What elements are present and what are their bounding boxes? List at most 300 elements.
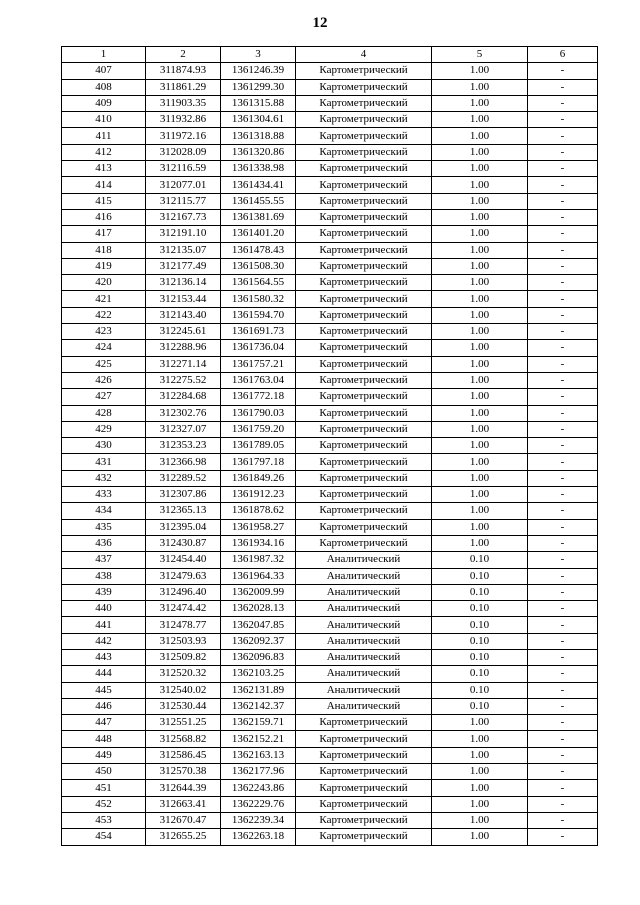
table-row — [62, 503, 598, 519]
table-cell: 433 — [62, 487, 146, 503]
table-cell: - — [528, 584, 598, 600]
table-cell: - — [528, 340, 598, 356]
table-cell: 450 — [62, 764, 146, 780]
table-cell: Аналитический — [296, 568, 432, 584]
table-cell: 420 — [62, 275, 146, 291]
table-cell: Картометрический — [296, 454, 432, 470]
table-row — [62, 715, 598, 731]
table-cell: - — [528, 242, 598, 258]
table-cell: 1.00 — [432, 519, 528, 535]
table-cell: - — [528, 796, 598, 812]
table-cell: 311874.93 — [146, 63, 221, 79]
table-row — [62, 324, 598, 340]
table-cell: 431 — [62, 454, 146, 470]
table-cell: - — [528, 275, 598, 291]
table-cell: 428 — [62, 405, 146, 421]
table-cell: 1361594.70 — [221, 307, 296, 323]
table-row — [62, 144, 598, 160]
table-cell: 311903.35 — [146, 95, 221, 111]
table-row — [62, 226, 598, 242]
table-cell: 414 — [62, 177, 146, 193]
table-row — [62, 291, 598, 307]
table-cell: 1361736.04 — [221, 340, 296, 356]
table-cell: 0.10 — [432, 617, 528, 633]
table-cell: Аналитический — [296, 584, 432, 600]
table-cell: 410 — [62, 112, 146, 128]
table-cell: 1.00 — [432, 715, 528, 731]
table-row — [62, 95, 598, 111]
table-cell: Картометрический — [296, 275, 432, 291]
table-row — [62, 812, 598, 828]
table-cell: 1.00 — [432, 242, 528, 258]
table-cell: Картометрический — [296, 421, 432, 437]
table-cell: - — [528, 503, 598, 519]
table-cell: 1362263.18 — [221, 829, 296, 845]
coordinates-table — [61, 46, 598, 846]
table-cell: 312670.47 — [146, 812, 221, 828]
table-cell: 312509.82 — [146, 649, 221, 665]
table-cell: - — [528, 731, 598, 747]
table-cell: 425 — [62, 356, 146, 372]
table-row — [62, 584, 598, 600]
table-cell: 312655.25 — [146, 829, 221, 845]
table-cell: 412 — [62, 144, 146, 160]
table-cell: 312663.41 — [146, 796, 221, 812]
table-row — [62, 242, 598, 258]
table-cell: 1.00 — [432, 177, 528, 193]
table-row — [62, 487, 598, 503]
table-row — [62, 682, 598, 698]
table-cell: 312077.01 — [146, 177, 221, 193]
table-cell: - — [528, 307, 598, 323]
table-cell: Картометрический — [296, 112, 432, 128]
table-cell: 312478.77 — [146, 617, 221, 633]
table-cell: Картометрический — [296, 324, 432, 340]
table-cell: 443 — [62, 649, 146, 665]
table-cell: 453 — [62, 812, 146, 828]
table-cell: 312568.82 — [146, 731, 221, 747]
table-cell: 312177.49 — [146, 258, 221, 274]
table-cell: 1361691.73 — [221, 324, 296, 340]
table-cell: 0.10 — [432, 601, 528, 617]
table-row — [62, 568, 598, 584]
table-row — [62, 438, 598, 454]
table-row — [62, 193, 598, 209]
table-cell: 312136.14 — [146, 275, 221, 291]
table-cell: 1.00 — [432, 324, 528, 340]
table-row — [62, 470, 598, 486]
table-cell: Картометрический — [296, 503, 432, 519]
table-cell: Картометрический — [296, 356, 432, 372]
table-cell: 1361246.39 — [221, 63, 296, 79]
table-cell: Картометрический — [296, 438, 432, 454]
table-cell: - — [528, 144, 598, 160]
table-cell: 1362096.83 — [221, 649, 296, 665]
table-cell: 1362239.34 — [221, 812, 296, 828]
table-cell: 432 — [62, 470, 146, 486]
table-cell: 0.10 — [432, 633, 528, 649]
table-cell: 1361757.21 — [221, 356, 296, 372]
table-cell: 1.00 — [432, 372, 528, 388]
table-cell: - — [528, 454, 598, 470]
table-cell: 1361381.69 — [221, 209, 296, 225]
table-row — [62, 829, 598, 845]
table-cell: 1.00 — [432, 291, 528, 307]
table-cell: 1362028.13 — [221, 601, 296, 617]
table-cell: 1361878.62 — [221, 503, 296, 519]
table-row — [62, 63, 598, 79]
table-cell: 0.10 — [432, 568, 528, 584]
table-cell: - — [528, 389, 598, 405]
table-cell: - — [528, 666, 598, 682]
table-cell: - — [528, 649, 598, 665]
table-cell: 447 — [62, 715, 146, 731]
table-row — [62, 340, 598, 356]
table-cell: Картометрический — [296, 519, 432, 535]
table-cell: 440 — [62, 601, 146, 617]
table-cell: 1.00 — [432, 226, 528, 242]
table-row — [62, 617, 598, 633]
table-cell: 436 — [62, 535, 146, 551]
table-cell: - — [528, 372, 598, 388]
table-cell: Картометрический — [296, 829, 432, 845]
table-cell: 0.10 — [432, 666, 528, 682]
page-number: 12 — [312, 15, 328, 31]
table-cell: 419 — [62, 258, 146, 274]
table-cell: Картометрический — [296, 177, 432, 193]
table-cell: - — [528, 617, 598, 633]
table-cell: Картометрический — [296, 747, 432, 763]
table-row — [62, 356, 598, 372]
table-cell: 411 — [62, 128, 146, 144]
table-row — [62, 666, 598, 682]
table-cell: 1361772.18 — [221, 389, 296, 405]
table-cell: 1.00 — [432, 389, 528, 405]
table-cell: 312365.13 — [146, 503, 221, 519]
table-cell: 435 — [62, 519, 146, 535]
table-cell: 1361401.20 — [221, 226, 296, 242]
table-cell: - — [528, 682, 598, 698]
table-cell: 1362177.96 — [221, 764, 296, 780]
column-header: 5 — [432, 47, 528, 63]
table-cell: - — [528, 95, 598, 111]
table-cell: 1.00 — [432, 780, 528, 796]
table-cell: 1361304.61 — [221, 112, 296, 128]
table-cell: 1.00 — [432, 487, 528, 503]
table-cell: 1361789.05 — [221, 438, 296, 454]
table-cell: - — [528, 633, 598, 649]
table-cell: Картометрический — [296, 764, 432, 780]
table-cell: 1.00 — [432, 356, 528, 372]
table-cell: 1362047.85 — [221, 617, 296, 633]
table-cell: - — [528, 438, 598, 454]
table-cell: 444 — [62, 666, 146, 682]
table-cell: 312116.59 — [146, 161, 221, 177]
table-row — [62, 633, 598, 649]
table-cell: - — [528, 519, 598, 535]
table-cell: 1361434.41 — [221, 177, 296, 193]
table-cell: 312530.44 — [146, 698, 221, 714]
table-cell: 1361455.55 — [221, 193, 296, 209]
table-cell: - — [528, 193, 598, 209]
table-cell: 1361315.88 — [221, 95, 296, 111]
table-row — [62, 780, 598, 796]
table-cell: Картометрический — [296, 405, 432, 421]
table-cell: 422 — [62, 307, 146, 323]
table-cell: Картометрический — [296, 307, 432, 323]
table-cell: 0.10 — [432, 649, 528, 665]
table-cell: 1.00 — [432, 421, 528, 437]
table-cell: - — [528, 79, 598, 95]
table-row — [62, 307, 598, 323]
table-cell: 311861.29 — [146, 79, 221, 95]
table-cell: Картометрический — [296, 470, 432, 486]
table-cell: 1361849.26 — [221, 470, 296, 486]
table-cell: Картометрический — [296, 780, 432, 796]
table-cell: Картометрический — [296, 242, 432, 258]
table-cell: 1.00 — [432, 764, 528, 780]
table-cell: 1.00 — [432, 193, 528, 209]
table-cell: - — [528, 112, 598, 128]
table-cell: - — [528, 421, 598, 437]
table-row — [62, 747, 598, 763]
table-row — [62, 454, 598, 470]
table-cell: 1361964.33 — [221, 568, 296, 584]
table-cell: 452 — [62, 796, 146, 812]
table-cell: Картометрический — [296, 796, 432, 812]
table-cell: - — [528, 568, 598, 584]
table-cell: Картометрический — [296, 95, 432, 111]
table-cell: 1.00 — [432, 63, 528, 79]
table-cell: Картометрический — [296, 193, 432, 209]
table-row — [62, 112, 598, 128]
table-row — [62, 177, 598, 193]
column-header: 2 — [146, 47, 221, 63]
table-cell: 312167.73 — [146, 209, 221, 225]
table-cell: 1362159.71 — [221, 715, 296, 731]
table-cell: 1361478.43 — [221, 242, 296, 258]
table-cell: 1.00 — [432, 144, 528, 160]
table-cell: 312289.52 — [146, 470, 221, 486]
table-cell: 1361987.32 — [221, 552, 296, 568]
table-cell: 312143.40 — [146, 307, 221, 323]
table-row — [62, 372, 598, 388]
table-cell: 1361797.18 — [221, 454, 296, 470]
table-row — [62, 209, 598, 225]
table-cell: Аналитический — [296, 682, 432, 698]
table-cell: Картометрический — [296, 291, 432, 307]
table-cell: Картометрический — [296, 128, 432, 144]
table-cell: 1362229.76 — [221, 796, 296, 812]
table-cell: - — [528, 291, 598, 307]
table-cell: Картометрический — [296, 340, 432, 356]
column-header: 3 — [221, 47, 296, 63]
table-cell: - — [528, 829, 598, 845]
table-cell: 1.00 — [432, 258, 528, 274]
table-cell: 1.00 — [432, 812, 528, 828]
table-cell: 312327.07 — [146, 421, 221, 437]
table-cell: 312454.40 — [146, 552, 221, 568]
table-cell: Аналитический — [296, 649, 432, 665]
table-cell: Картометрический — [296, 731, 432, 747]
table-cell: 445 — [62, 682, 146, 698]
table-cell: - — [528, 324, 598, 340]
table-cell: 0.10 — [432, 584, 528, 600]
table-cell: 1.00 — [432, 470, 528, 486]
table-cell: 312153.44 — [146, 291, 221, 307]
table-cell: - — [528, 780, 598, 796]
table-cell: 424 — [62, 340, 146, 356]
table-cell: 312275.52 — [146, 372, 221, 388]
table-cell: 416 — [62, 209, 146, 225]
table-cell: 418 — [62, 242, 146, 258]
table-cell: 409 — [62, 95, 146, 111]
table-cell: Аналитический — [296, 601, 432, 617]
table-cell: 312503.93 — [146, 633, 221, 649]
table-cell: 312586.45 — [146, 747, 221, 763]
table-cell: 1361318.88 — [221, 128, 296, 144]
table-cell: Аналитический — [296, 552, 432, 568]
table-cell: 438 — [62, 568, 146, 584]
table-cell: 434 — [62, 503, 146, 519]
table-row — [62, 128, 598, 144]
table-cell: 1361763.04 — [221, 372, 296, 388]
header-row — [62, 47, 598, 63]
table-cell: 426 — [62, 372, 146, 388]
table-cell: 448 — [62, 731, 146, 747]
table-cell: - — [528, 209, 598, 225]
table-cell: 1.00 — [432, 796, 528, 812]
table-cell: 451 — [62, 780, 146, 796]
table-cell: 437 — [62, 552, 146, 568]
table-cell: 1361934.16 — [221, 535, 296, 551]
table-cell: - — [528, 470, 598, 486]
table-cell: 1361564.55 — [221, 275, 296, 291]
table-cell: 1.00 — [432, 503, 528, 519]
table-body — [62, 63, 598, 845]
table-cell: Картометрический — [296, 372, 432, 388]
table-cell: 1.00 — [432, 340, 528, 356]
table-cell: - — [528, 535, 598, 551]
table-cell: 312302.76 — [146, 405, 221, 421]
table-cell: 1362163.13 — [221, 747, 296, 763]
table-cell: 312284.68 — [146, 389, 221, 405]
table-cell: 1362152.21 — [221, 731, 296, 747]
table-cell: 1.00 — [432, 112, 528, 128]
table-cell: 1.00 — [432, 829, 528, 845]
table-cell: 312474.42 — [146, 601, 221, 617]
table-cell: 1361759.20 — [221, 421, 296, 437]
table-cell: 1361299.30 — [221, 79, 296, 95]
table-cell: 312307.86 — [146, 487, 221, 503]
table-cell: Аналитический — [296, 698, 432, 714]
table-cell: 312570.38 — [146, 764, 221, 780]
table-cell: 1.00 — [432, 454, 528, 470]
table-cell: Картометрический — [296, 226, 432, 242]
table-cell: 1.00 — [432, 307, 528, 323]
table-cell: 311972.16 — [146, 128, 221, 144]
table-row — [62, 552, 598, 568]
table-cell: Картометрический — [296, 389, 432, 405]
table-cell: - — [528, 226, 598, 242]
table-cell: Картометрический — [296, 487, 432, 503]
table-row — [62, 421, 598, 437]
table-cell: 0.10 — [432, 682, 528, 698]
table-cell: Картометрический — [296, 161, 432, 177]
table-cell: - — [528, 812, 598, 828]
table-cell: 312366.98 — [146, 454, 221, 470]
table-cell: - — [528, 698, 598, 714]
table-cell: 1.00 — [432, 209, 528, 225]
table-cell: Картометрический — [296, 209, 432, 225]
table-cell: 312496.40 — [146, 584, 221, 600]
table-cell: - — [528, 487, 598, 503]
table-cell: 312028.09 — [146, 144, 221, 160]
table-cell: 1.00 — [432, 128, 528, 144]
table-cell: - — [528, 764, 598, 780]
table-cell: - — [528, 128, 598, 144]
table-cell: 1.00 — [432, 275, 528, 291]
table-cell: - — [528, 63, 598, 79]
table-cell: 1.00 — [432, 731, 528, 747]
table-cell: 429 — [62, 421, 146, 437]
table-cell: 1362243.86 — [221, 780, 296, 796]
table-cell: 1.00 — [432, 95, 528, 111]
table-cell: - — [528, 747, 598, 763]
table-row — [62, 796, 598, 812]
table-cell: 1.00 — [432, 161, 528, 177]
table-row — [62, 405, 598, 421]
table-cell: 446 — [62, 698, 146, 714]
table-cell: 312135.07 — [146, 242, 221, 258]
table-cell: 312191.10 — [146, 226, 221, 242]
table-cell: 417 — [62, 226, 146, 242]
table-row — [62, 519, 598, 535]
table-cell: 312479.63 — [146, 568, 221, 584]
table-cell: Картометрический — [296, 258, 432, 274]
table-cell: 449 — [62, 747, 146, 763]
table-cell: Картометрический — [296, 79, 432, 95]
table-cell: - — [528, 405, 598, 421]
table-cell: 1.00 — [432, 405, 528, 421]
table-cell: 454 — [62, 829, 146, 845]
table-cell: 312115.77 — [146, 193, 221, 209]
table-cell: 0.10 — [432, 552, 528, 568]
table-cell: 0.10 — [432, 698, 528, 714]
table-cell: 423 — [62, 324, 146, 340]
table-cell: 312644.39 — [146, 780, 221, 796]
table-cell: 312430.87 — [146, 535, 221, 551]
table-row — [62, 601, 598, 617]
table-cell: Картометрический — [296, 63, 432, 79]
table-cell: 1.00 — [432, 79, 528, 95]
table-cell: 1.00 — [432, 535, 528, 551]
table-cell: Картометрический — [296, 535, 432, 551]
table-cell: 312540.02 — [146, 682, 221, 698]
table-cell: 1361338.98 — [221, 161, 296, 177]
table-cell: 312551.25 — [146, 715, 221, 731]
table-cell: Аналитический — [296, 617, 432, 633]
table-cell: - — [528, 715, 598, 731]
table-cell: - — [528, 552, 598, 568]
table-cell: Картометрический — [296, 144, 432, 160]
table-cell: 415 — [62, 193, 146, 209]
table-cell: 312271.14 — [146, 356, 221, 372]
table-row — [62, 535, 598, 551]
table-row — [62, 161, 598, 177]
table-cell: 421 — [62, 291, 146, 307]
table-cell: Аналитический — [296, 633, 432, 649]
